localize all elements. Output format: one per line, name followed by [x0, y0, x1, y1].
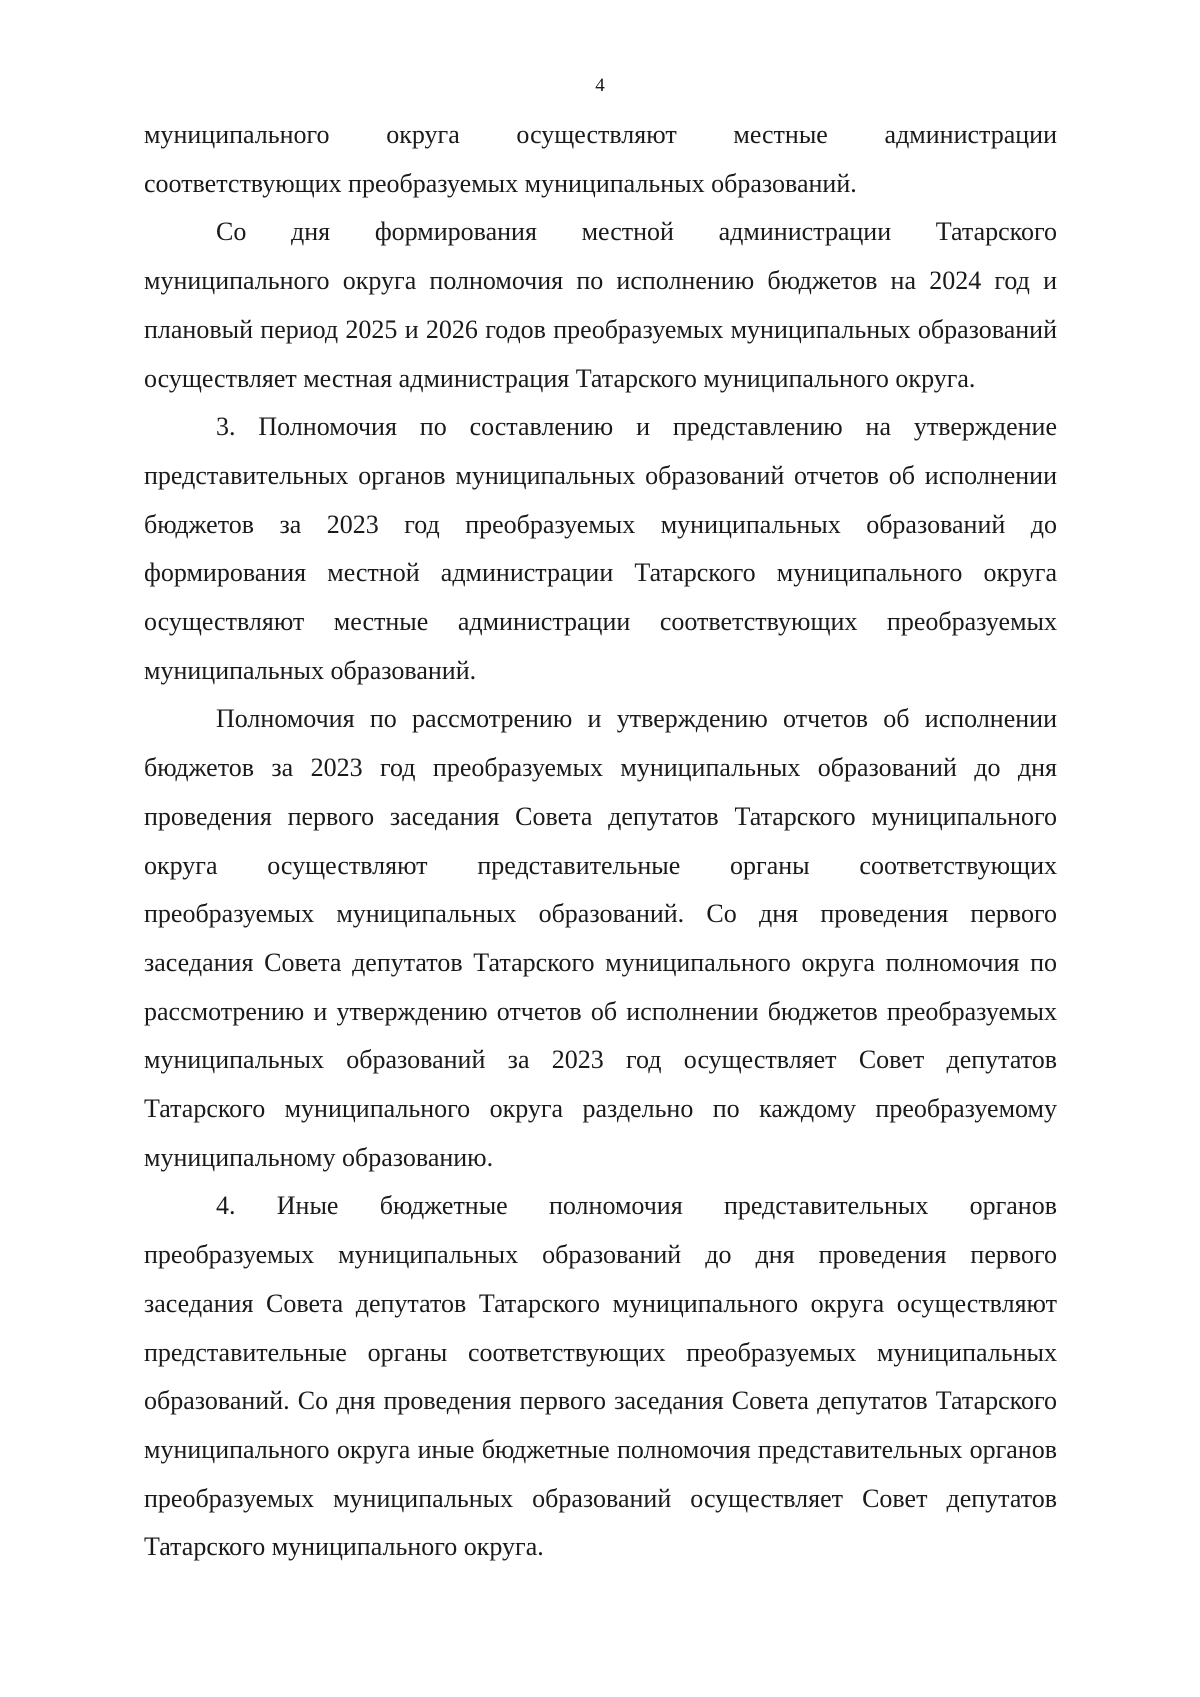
paragraph-report-approval: Полномочия по рассмотрению и утверждению отчетов об исполнении бюджетов за 2023 год преобразуемых муниципальных образований до дня проведения первого заседания Совета депутатов Татарского муниципального округа осуществляют представительные органы соответствующих преобразуемых муниципальных образований. Со дня проведения первого заседания Совета депутатов Татарского муниципального округа полномочия по рассмотрению и утверждению отчетов об исполнении бюджетов преобразуемых муниципальных образований за 2023 год осуществляет Совет депутатов Татарского муниципального округа раздельно по каждому преобразуемому муниципальному образованию.: [144, 704, 1057, 1172]
paragraph-continuation: муниципального округа осуществляют местные администрации соответствующих преобразуемых муниципальных образований.: [144, 120, 1057, 198]
page-number: 4: [595, 75, 605, 96]
paragraph-execution-powers: Со дня формирования местной администрации Татарского муниципального округа полномочия по исполнению бюджетов на 2024 год и плановый период 2025 и 2026 годов преобразуемых муниципальных образований осуществляет местная администрация Татарского муниципального округа.: [144, 217, 1057, 393]
paragraph-clause-4: 4. Иные бюджетные полномочия представительных органов преобразуемых муниципальных образований до дня проведения первого заседания Совета депутатов Татарского муниципального округа осуществляют представительные органы соответствующих преобразуемых муниципальных образований. Со дня проведения первого заседания Совета депутатов Татарского муниципального округа иные бюджетные полномочия представительных органов преобразуемых муниципальных образований осуществляет Совет депутатов Татарского муниципального округа.: [144, 1191, 1057, 1562]
document-body: [144, 111, 1057, 1572]
paragraph-clause-3: 3. Полномочия по составлению и представлению на утверждение представительных органов муниципальных образований отчетов об исполнении бюджетов за 2023 год преобразуемых муниципальных образований до формирования местной администрации Татарского муниципального округа осуществляют местные администрации соответствующих преобразуемых муниципальных образований.: [144, 412, 1057, 685]
